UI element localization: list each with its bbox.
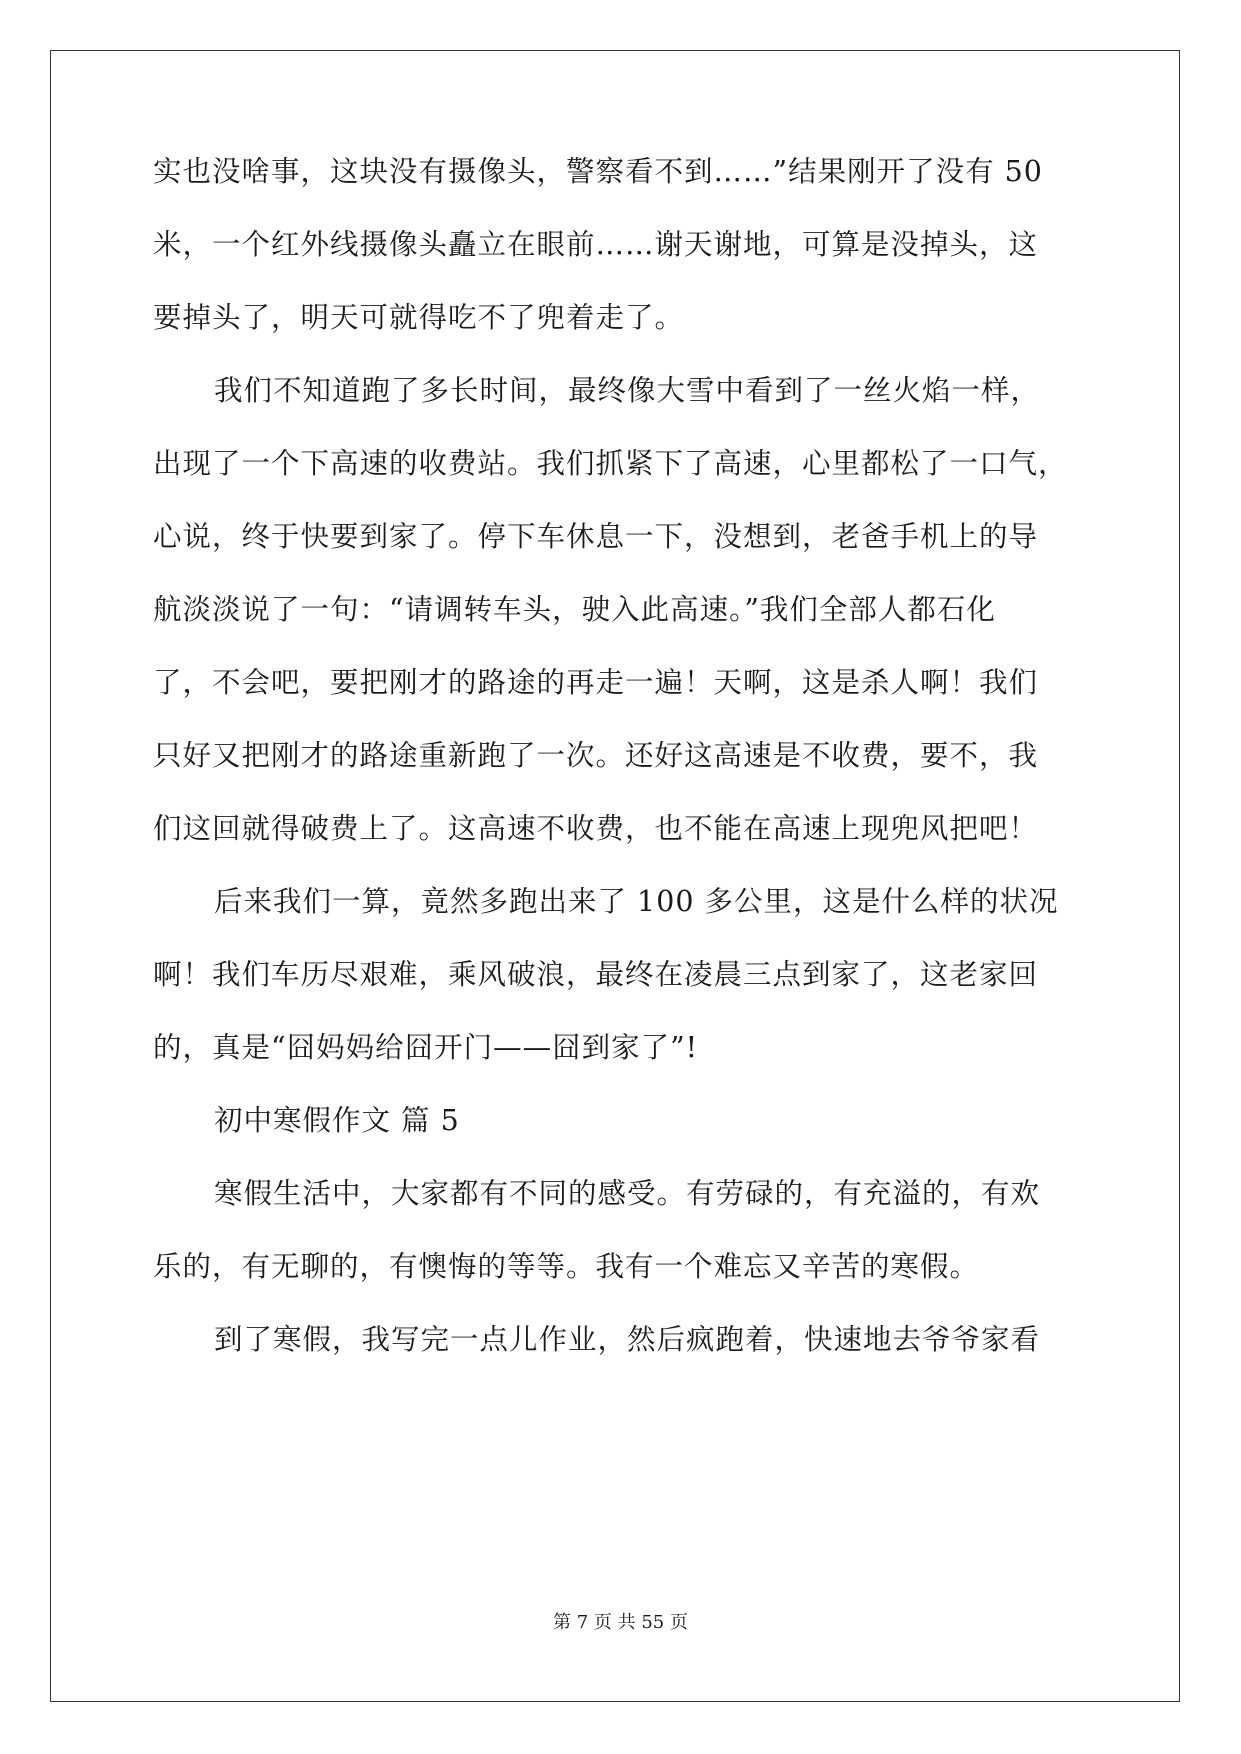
body-line: 的，真是“囧妈妈给囧开门——囧到家了”! (153, 1031, 699, 1064)
body-line: 实也没啥事，这块没有摄像头，警察看不到……”结果刚开了没有 50 (153, 155, 1043, 188)
body-line: 只好又把刚才的路途重新跑了一次。还好这高速是不收费，要不，我 (153, 739, 1039, 772)
body-line: 出现了一个下高速的收费站。我们抓紧下了高速，心里都松了一口气， (153, 447, 1068, 480)
paragraph-start-line: 到了寒假，我写完一点儿作业，然后疯跑着，快速地去爷爷家看 (214, 1323, 1041, 1356)
paragraph-start-line: 我们不知道跑了多长时间，最终像大雪中看到了一丝火焰一样， (214, 374, 1041, 407)
body-line: 航淡淡说了一句：“请调转车头，驶入此高速。”我们全部人都石化 (153, 593, 996, 626)
body-line: 心说，终于快要到家了。停下车休息一下，没想到，老爸手机上的导 (153, 520, 1039, 553)
body-line: 乐的，有无聊的，有懊悔的等等。我有一个难忘又辛苦的寒假。 (153, 1250, 980, 1283)
body-line: 米，一个红外线摄像头矗立在眼前……谢天谢地，可算是没掉头，这 (153, 228, 1039, 261)
paragraph-start-line: 寒假生活中，大家都有不同的感受。有劳碌的，有充溢的，有欢 (214, 1177, 1041, 1210)
page-number-footer: 第 7 页 共 55 页 (553, 1612, 688, 1633)
body-line: 们这回就得破费上了。这高速不收费，也不能在高速上现兜风把吧！ (153, 812, 1039, 845)
body-line: 了，不会吧，要把刚才的路途的再走一遍！天啊，这是杀人啊！我们 (153, 666, 1039, 699)
section-heading: 初中寒假作文 篇 5 (214, 1104, 460, 1137)
paragraph-start-line: 后来我们一算，竟然多跑出来了 100 多公里，这是什么样的状况 (214, 885, 1059, 918)
body-line: 啊！我们车历尽艰难，乘风破浪，最终在凌晨三点到家了，这老家回 (153, 958, 1039, 991)
body-line: 要掉头了，明天可就得吃不了兜着走了。 (153, 301, 685, 334)
